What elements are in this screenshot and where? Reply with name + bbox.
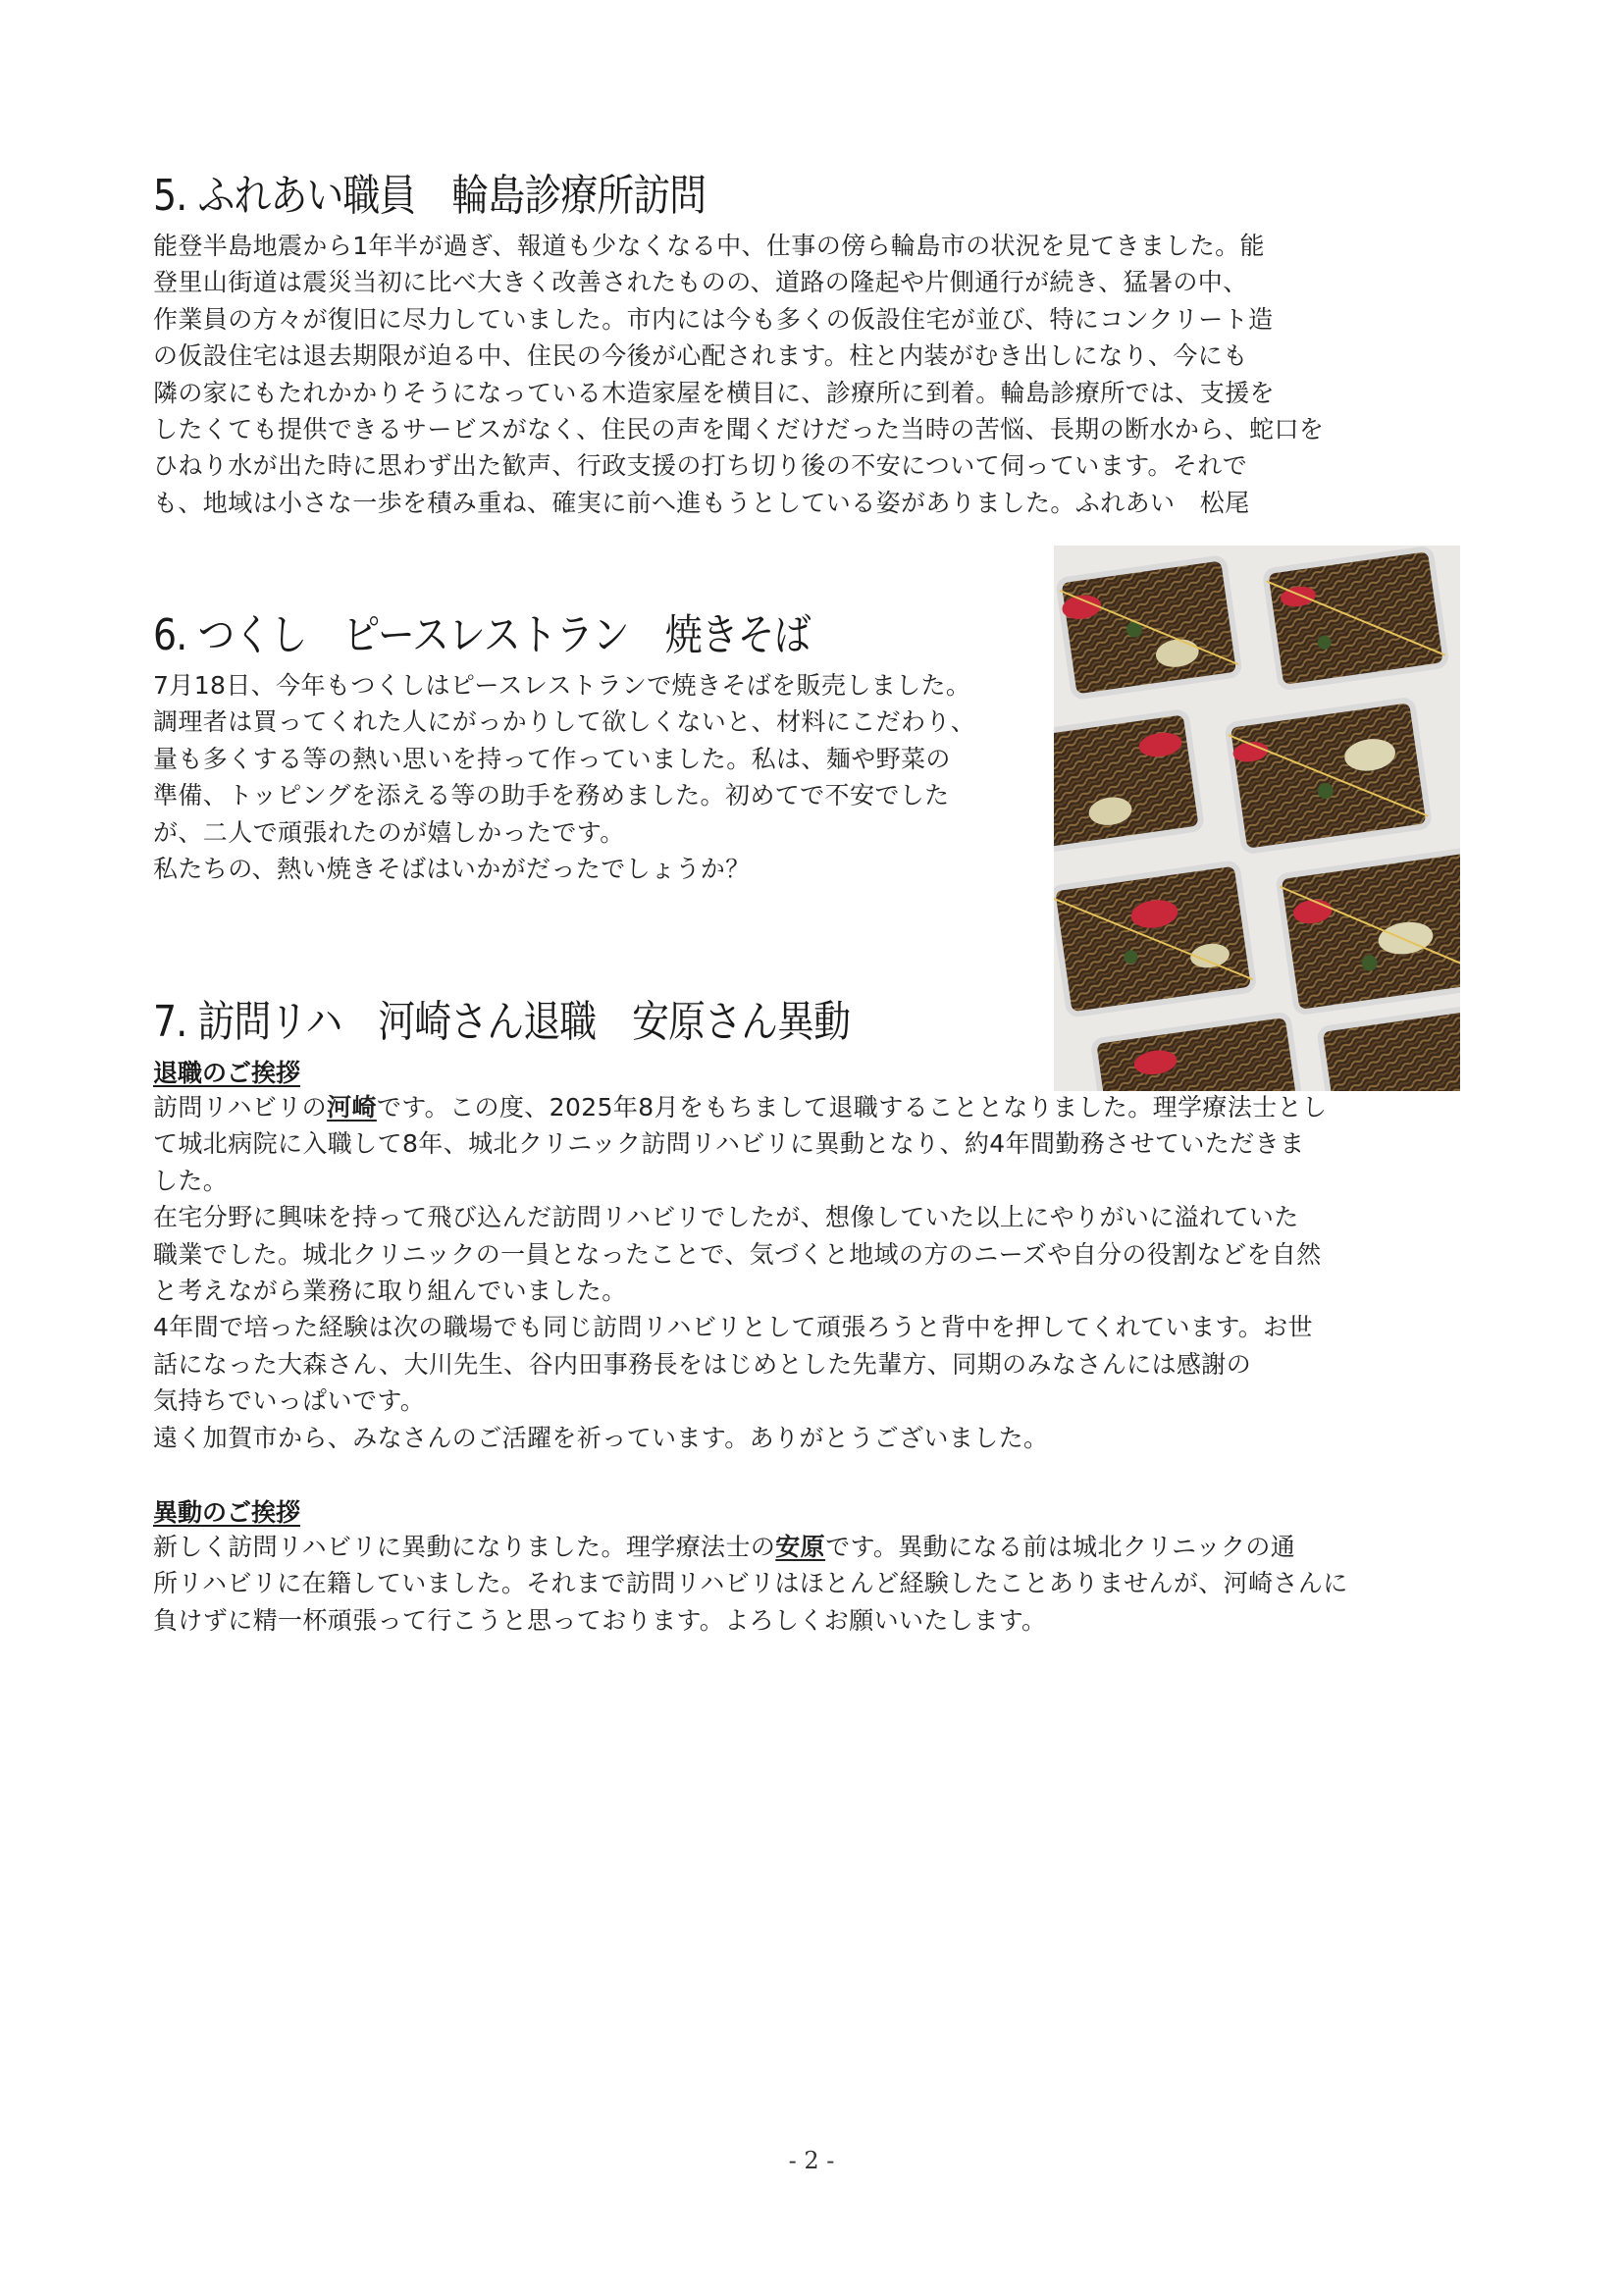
retire-greeting-body <box>153 1089 1327 1456</box>
section5-line: も、地域は小さな一歩を積み重ね、確実に前へ進もうとしている姿がありました。ふれあい 松尾 <box>153 488 1250 517</box>
section6-line: 量も多くする等の熱い思いを持って作っていました。私は、麺や野菜の <box>153 744 951 773</box>
section7-heading: 7. 訪問リハ 河崎さん退職 安原さん異動 <box>153 997 851 1047</box>
retire-greeting-title: 退職のご挨拶 <box>153 1059 301 1087</box>
retire-name: 河崎 <box>327 1093 377 1122</box>
section5-line: したくても提供できるサービスがなく、住民の声を聞くだけだった当時の苦悩、長期の断水から、蛇口を <box>153 414 1325 444</box>
section6-line: 調理者は買ってくれた人にがっかりして欲しくないと、材料にこだわり、 <box>153 707 976 737</box>
section6-line: 私たちの、熱い焼きそばはいかがだったでしょうか？ <box>153 854 751 883</box>
section6-line: が、二人で頑張れたのが嬉しかったです。 <box>153 817 625 847</box>
retire-line: て城北病院に入職して8年、城北クリニック訪問リハビリに異動となり、約4年間勤務させていただきま <box>153 1129 1305 1159</box>
retire-line1-a: 訪問リハビリの <box>153 1093 328 1122</box>
transfer-greeting-title: 異動のご挨拶 <box>153 1498 301 1527</box>
retire-line1-b: です。この度、2025年8月をもちまして退職することとなりました。理学療法士とし <box>376 1093 1328 1122</box>
retire-line: と考えながら業務に取り組んでいました。 <box>153 1276 627 1305</box>
transfer-line1-a: 新しく訪問リハビリに異動になりました。理学療法士の <box>153 1533 776 1561</box>
retire-line: した。 <box>153 1166 229 1195</box>
section5-line: 登里山街道は震災当初に比べ大きく改善されたものの、道路の隆起や片側通行が続き、猛暑の中、 <box>153 268 1248 297</box>
section5-line: ひねり水が出た時に思わず出た歓声、行政支援の打ち切り後の不安について伺っています。それで <box>153 451 1248 481</box>
section6-heading: 6. つくし ピースレストラン 焼きそば <box>153 610 811 660</box>
section5-line: 作業員の方々が復旧に尽力していました。市内には今も多くの仮設住宅が並び、特にコンクリート造 <box>153 304 1274 334</box>
retire-line: 在宅分野に興味を持って飛び込んだ訪問リハビリでしたが、想像していた以上にやりがいに溢れていた <box>153 1203 1299 1232</box>
section6-body <box>153 667 975 887</box>
yakisoba-photo <box>1054 546 1460 1091</box>
transfer-line <box>153 1529 1348 1565</box>
retire-line: 気持ちでいっぱいです。 <box>153 1386 426 1416</box>
section5-line: 能登半島地震から1年半が過ぎ、報道も少なくなる中、仕事の傍ら輪島市の状況を見てきました。能 <box>153 232 1265 260</box>
section6-line: 7月18日、今年もつくしはピースレストランで焼きそばを販売しました。 <box>153 671 971 700</box>
transfer-line: 負けずに精一杯頑張って行こうと思っております。よろしくお願いいたします。 <box>153 1605 1047 1635</box>
section5-heading: 5. ふれあい職員 輪島診療所訪問 <box>153 171 707 221</box>
retire-line: 遠く加賀市から、みなさんのご活躍を祈っています。ありがとうございました。 <box>153 1423 1049 1452</box>
retire-line: 4年間で培った経験は次の職場でも同じ訪問リハビリとして頑張ろうと背中を押してくれています。お世 <box>153 1313 1313 1342</box>
section6-line: 準備、トッピングを添える等の助手を務めました。初めてで不安でした <box>153 781 950 810</box>
retire-line <box>153 1089 1327 1125</box>
section5-body <box>153 228 1324 521</box>
transfer-line1-b: です。異動になる前は城北クリニックの通 <box>825 1533 1296 1561</box>
yakisoba-photo-icon <box>1054 546 1460 1091</box>
section5-line: の仮設住宅は退去期限が迫る中、住民の今後が心配されます。柱と内装がむき出しになり、今にも <box>153 341 1248 371</box>
retire-line: 話になった大森さん、大川先生、谷内田事務長をはじめとした先輩方、同期のみなさんには感謝の <box>153 1349 1252 1379</box>
transfer-name: 安原 <box>775 1533 826 1561</box>
transfer-line: 所リハビリに在籍していました。それまで訪問リハビリはほとんど経験したことありませんが、河崎さんに <box>153 1569 1348 1598</box>
section5-line: 隣の家にもたれかかりそうになっている木造家屋を横目に、診療所に到着。輪島診療所では、支援を <box>153 378 1276 407</box>
page-number: - 2 - <box>788 2147 835 2174</box>
retire-line: 職業でした。城北クリニックの一員となったことで、気づくと地域の方のニーズや自分の役割などを自然 <box>153 1239 1322 1269</box>
transfer-greeting-body <box>153 1529 1348 1639</box>
